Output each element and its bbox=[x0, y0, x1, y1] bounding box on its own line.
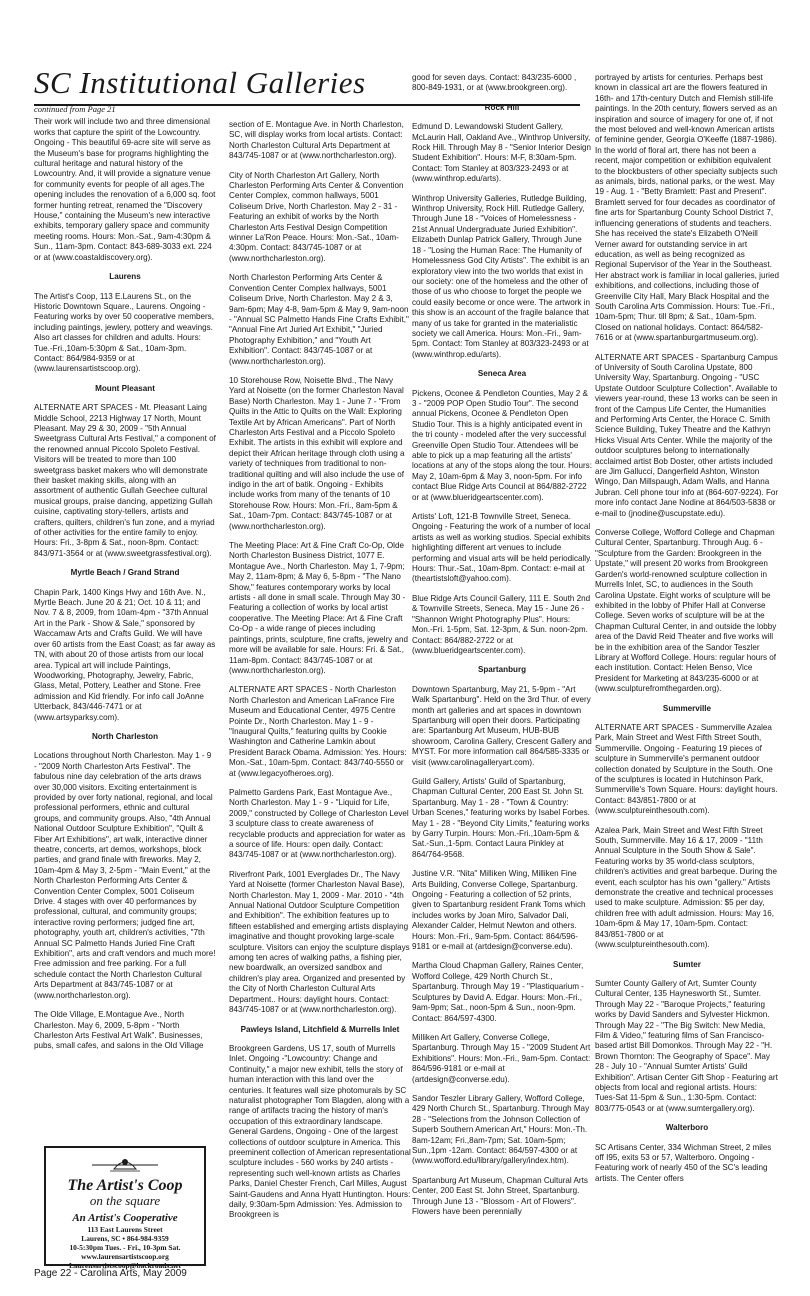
section-heading-north-charleston: North Charleston bbox=[91, 731, 159, 741]
artists-coop-logo-icon bbox=[90, 1153, 160, 1175]
listing-paragraph: 10 Storehouse Row, Noisette Blvd., The Navy Yard at Noisette (on the former Charleston Naval Base) North Charleston. May 1 - June 7 - "From Quilts in the Attic to Quilts on the Wall: Exploring Textile Art by African Americans". Part of North Charleston Arts Festival and a Piccolo Spoleto Exhibit. The artists in this exhibit will explore and depict their African heritage through cloth using a variety of techniques from traditional to non-traditional quilting and will also include the use of indigo in the art of batik. Ongoing - Exhibits include works from many of the tenants of 10 Storehouse Row. Hours: Mon.-Fri., 8am-5pm & Sat., 10am-7pm. Contact: 843/745-1087 or at (www.northcharleston.org). bbox=[229, 375, 405, 531]
listing-paragraph: Sandor Teszler Library Gallery, Wofford College, 429 North Church St., Spartanburg. Through May 28 - "Selections from the Johnson Collection of Superb Southern American Art," Hours: Mon.-Th. 8am-12am; Fri.,8am-7pm; Sat. 10am-5pm; Sun.,1pm -12am. Contact: 864/597-4300 or at (www.wofford.edu/library/gallery/index.htm). bbox=[412, 1093, 590, 1166]
listing-paragraph: good for seven days. Contact: 843/235-6000 , 800-849-1931, or at (www.brookgreen.org). bbox=[412, 73, 577, 93]
section-heading-summerville: Summerville bbox=[662, 703, 712, 713]
listing-paragraph: Edmund D. Lewandowski Student Gallery, McLaurin Hall, Oakland Ave., Winthrop University, Rock Hill. Through May 8 - "Senior Interior Design Student Exhibition". Hours: M-F, 8:30am-5pm. Contact: Tom Stanley at 803/323-2493 or at (www.winthrop.edu/arts). bbox=[412, 122, 592, 184]
listing-paragraph: The Olde Village, E.Montague Ave., North Charleston. May 6, 2009, 5-8pm - "North Charleston Arts Festival Art Walk". Businesses, pubs, small cafes, and salons in the Old Village bbox=[34, 1010, 204, 1051]
listing-paragraph: Winthrop University Galleries, Rutledge Building, Winthrop University, Rock Hill. Rutledge Gallery, Through June 18 - "Voices of Homelessness - 21st Annual Undergraduate Juried Exhibition". Elizabeth Dunlap Patrick Gallery, Through June 18 - "Losing the Human Race: The Humanity of Homelessness God City Artists". The exhibit is an exploratory view into the two worlds that exist in our society: one of the homeless and the other of those of us who choose to forget the people we could easily become or once were. The artwork in this show is an account of the fragile balance that many of us take for granted in the materialistic society we call America. Hours: Mon.-Fri., 9am-5pm. Contact: Tom Stanley at 803/323-2493 or at (www.winthrop.edu/arts). bbox=[412, 193, 590, 359]
listing-paragraph: Blue Ridge Arts Council Gallery, 111 E. South 2nd & Townville Streets, Seneca. May 15 - June 26 - "Shannon Wright Photography Plus". Hours: Mon.-Fri. 1-5pm, Sat. 12-3pm, & Sun. noon-2pm. Contact: 864/882-2722 or at (www.blueridgeartscenter.com). bbox=[412, 593, 591, 655]
ad-name: The Artist's Coop bbox=[67, 1177, 183, 1194]
listing-paragraph: Milliken Art Gallery, Converse College, Spartanburg. Through May 15 - "2009 Student Art Exhibitions". Hours: Mon.-Fri., 9am-5pm. Contact: 864/596-9181 or e-mail at (artdesign@converse.edu). bbox=[412, 1032, 591, 1084]
listing-paragraph: ALTERNATE ART SPACES - Spartanburg Campus of University of South Carolina Upstate, 800 University Way, Spartanburg. Ongoing - "USC Upstate Outdoor Sculpture Collection". Available to viewers year-round, these 13 works can be seen in front of the Campus Life Center, the Humanities and Performing Arts Center, the Horace C. Smith Science Building, Tukey Theatre and the Kathryn Hicks Visual Arts Center. While the majority of the outdoor sculptures belong to internationally acclaimed artist Bob Doster, other artists included are Jim Gallucci, Dangerfield Ashton, Winston Wingo, Dan Millspaugh, Adam Walls, and Hanna Jubran. Cell phone tour info at (864-607-9224). For more info contact Jane Nodine at 864/503-5838 or e-mail to (jnodine@uscupstate.edu). bbox=[595, 352, 779, 518]
listing-paragraph: The Artist's Coop, 113 E.Laurens St., on the Historic Downtown Square., Laurens. Ongoing - Featuring works by over 50 cooperative members, including paintings, jewlery, pottery and weavings. Also art classes for children and adults. Hours: Tue.-Fri.,10am-5:30pm & Sat., 10am-3pm. Contact: 864/984-9359 or at (www.laurensartistscoop.org). bbox=[34, 291, 214, 374]
listing-paragraph: City of North Charleston Art Gallery, North Charleston Performing Arts Center & Convention Center Complex, common hallways, 5001 Coliseum Drive, North Charleston. May 2 - 31 - Featuring an exhibit of works by the North Charleston Arts Festival Design Competition winner La'Ron Peace. Hours: Mon.-Sat., 10am-4:30pm. Contact: 843/745-1087 or at (www.northcharleston.org). bbox=[229, 170, 404, 263]
section-heading-mount-pleasant: Mount Pleasant bbox=[95, 383, 155, 393]
section-heading-laurens: Laurens bbox=[109, 272, 141, 282]
artists-coop-ad bbox=[44, 1146, 206, 1270]
ad-website[interactable]: www.laurensartistscoop.org bbox=[81, 1252, 169, 1261]
listing-paragraph: section of E. Montague Ave. in North Charleston, SC, will display works from local artists. Contact: North Charleston Cultural Arts Department at 843/745-1087 or at (www.northcharleston.org). bbox=[229, 120, 404, 161]
continued-note: continued from Page 21 bbox=[34, 104, 116, 114]
listing-paragraph: Brookgreen Gardens, US 17, south of Murrells Inlet. Ongoing -"Lowcountry: Change and Continuity," a major new exhibit, tells the story of human interaction with this land over the centuries. It features wall size photomurals by SC naturalist photographer Tom Blagden, along with a range of artifacts tracing the history of man's occupation of this extraordinary landscape. General Gardens, Ongoing - One of the largest collections of outdoor sculpture in America. This preeminent collection of American representational sculpture includes - 560 works by 240 artists - representing such well-known artists as Charles Parks, Daniel Chester French, Carl Milles, August Saint-Gaudens and Anna Hyatt Huntington. Hours: daily, 9:30am-5pm Admission: Yes. Admission to Brookgreen is bbox=[229, 1043, 411, 1220]
listing-paragraph: Downtown Spartanburg, May 21, 5-9pm - "Art Walk Spartanburg". Held on the 3rd Thur. of every month art galleries and art spaces in downtown Spartanburg will open their doors. Participating are: Spartanburg Art Museum, HUB-BUB showroom, Carolina Gallery, Crescent Gallery and MYST. For more information call 864/585-3335 or visit (www.carolinagalleryart.com). bbox=[412, 684, 592, 767]
column-4 bbox=[595, 73, 779, 1193]
listing-paragraph: Riverfront Park, 1001 Everglades Dr., The Navy Yard at Noisette (former Charleston Naval Base), North Charleston. May 1, 2009 - Mar. 2010 - "4th Annual National Outdoor Sculpture Competition and Exhibition". The exhibition features up to fifteen established and emerging artists displaying imaginative and thought provoking large-scale sculpture. Visitors can enjoy the sculpture displays among ten acres of walking paths, a fishing pier, new boardwalk, an oversized sandbox and children's play area. Organized and presented by the City of North Charleston Cultural Arts Department.. Hours: daylight hours. Contact: 843/745-1087 or at (www.northcharleston.org). bbox=[229, 869, 410, 1015]
page-title: SC Institutional Galleries bbox=[34, 65, 366, 100]
listing-paragraph: ALTERNATE ART SPACES - North Charleston North Charleston and American LaFrance Fire Museum and Educational Center, 4975 Centre Pointe Dr., North Charleston. May 1 - 9 - "Inaugural Quilts," featuring quilts by Cookie Washington and Catherine Lamkin about President Barack Obama. Admission: Yes. Hours: Mon.-Sat., 10am-5pm. Contact: 843/740-5550 or at (www.legacyofheroes.org). bbox=[229, 685, 407, 778]
listing-paragraph: Guild Gallery, Artists' Guild of Spartanburg, Chapman Cultural Center, 200 East St. John St. Spartanburg. May 1 - 28 - "Town & Country: Urban Scenes," featuring works by Isabel Forbes. May 1 - 28 - "Beyond City Limits," featuring works by Garry Turpin. Hours: Mon.-Fri.,10am-5pm & Sat.-Sun.,1-5pm. Contact Laura Pinkley at 864/764-9568. bbox=[412, 776, 590, 859]
listing-paragraph: ALTERNATE ART SPACES - Summerville Azalea Park, Main Street and West Fifth Street South, Summerville. Ongoing - Featuring 19 pieces of sculpture in Summerville's permanent outdoor collection donated by Sculpture in the South. One of the sculptures is located in Hutchinson Park, Summerville's Town Square. Hours: daylight hours. Contact: 843/851-7800 or at (www.sculptureinthesouth.com). bbox=[595, 722, 778, 816]
listing-paragraph: SC Artisans Center, 334 Wichman Street, 2 miles off I95, exits 53 or 57, Walterboro. Ongoing - Featuring work of nearly 450 of the SC's leading artists. The Center offers bbox=[595, 1142, 772, 1183]
listing-paragraph: Pickens, Oconee & Pendleton Counties, May 2 & 3 - "2009 POP Open Studio Tour". The second annual Pickens, Oconee & Pendleton Open Studio Tour. This is a highly anticipated event in the tri county - modeled after the very successful Greenville Open Studio Tour. Attendees will be able to pick up a map featuring all the artists' locations at any of the stops along the tour. Hours: May 2, 10am-6pm & May 3, noon-5pm. For info contact Blue Ridge Arts Council at 864/882-2722 or at (www.blueridgeartscenter.com). bbox=[412, 388, 592, 502]
section-heading-walterboro: Walterboro bbox=[665, 1123, 709, 1133]
section-heading-sumter: Sumter bbox=[673, 959, 701, 969]
listing-paragraph: Artists' Loft, 121-B Townville Street, Seneca. Ongoing - Featuring the work of a number of local artists as well as working studios. Special exhibits highlighting different art venues to include performing and visual arts will be held periodically. Hours: Thur.-Sat., 10am-8pm. Contact: e-mail at (theartistsloft@yahoo.com). bbox=[412, 512, 592, 584]
ad-email[interactable]: Laurensartistscoop@backroads.net bbox=[69, 1261, 181, 1270]
ad-city-phone: Laurens, SC • 864-984-9359 bbox=[81, 1234, 169, 1243]
listing-paragraph: Converse College, Wofford College and Chapman Cultural Center, Spartanburg. Through Aug. 6 - "Sculpture from the Garden: Brookgreen in the Upstate," will present 20 works from Brookgreen Garden's world-renowned sculpture collection in Murrells Inlet, SC, to audiences in the South Carolina Upstate. Eight works of sculpture will be exhibited in the lobby of Phifer Hall at Converse College. Seven works of sculpture will be at the Chapman Cultural Center, in and outside the lobby area of the David Reid Theater and five works will be in the exhibition area of the Sandor Teszler Library at Wofford College. Hours: regular hours of each institution. Contact: Helen Benso, Vice President for Marketing at 843/235-6000 or at (www.sculpturefromthegarden.org). bbox=[595, 528, 777, 694]
listing-paragraph: Azalea Park, Main Street and West Fifth Street South, Summerville. May 16 & 17, 2009 - "11th Annual Sculpture in the South Show & Sale". Featuring works by 35 world-class sculptors, children's activities and great barbeque. During the event, each sculptor has his own "gallery." Artists demonstrate the creative and technical processes used to make sculpture. Admission: $5 per day, children free with adult admission. Hours: May 16, 10am-6pm & May 17, 10am-5pm. Contact: 843/851-7800 or at (www.sculptureinthesouth.com). bbox=[595, 825, 777, 950]
listing-paragraph: Martha Cloud Chapman Gallery, Raines Center, Wofford College, 429 North Church St., Spartanburg. Through May 19 - "Plastiquarium - Sculptures by David A. Edgar. Hours: Mon.-Fri., 9am-9pm; Sat., noon-5pm & Sun., noon-9pm. Contact: 864/597-4300. bbox=[412, 961, 584, 1023]
listing-paragraph: The Meeting Place: Art & Fine Craft Co-Op, Olde North Charleston Business District, 1077 E. Montague Ave., North Charleston. May 1, 7-9pm; May 2, 11am-8pm; & May 6, 5-8pm - "The Nano Show," features contemporary works by local artists - all done in small scale. Through May 30 - Featuring a collection of works by local artist cooperative. The Meeting Place: Art & Fine Craft Co-Op - a wide range of pieces including paintings, prints, sculpture, fine crafts, jewelry and more will be available for sale. Hours: Fri. & Sat., 11am-8pm. Contact: 843/745-1087 or at (www.northcharleston.org). bbox=[229, 541, 409, 675]
ad-subtitle: on the square bbox=[89, 1193, 161, 1208]
column-1 bbox=[34, 104, 216, 1061]
section-heading-myrtle-beach: Myrtle Beach / Grand Strand bbox=[70, 568, 180, 578]
listing-paragraph: Spartanburg Art Museum, Chapman Cultural Arts Center, 200 East St. John Street, Spartanburg. Through June 13 - "Blossom - Art of Flowers". Flowers have been perennially bbox=[412, 1175, 588, 1216]
column-2 bbox=[229, 120, 411, 1230]
column-3 bbox=[412, 73, 592, 1226]
listing-paragraph: Locations throughout North Charleston. May 1 - 9 - "2009 North Charleston Arts Festival". The fabulous nine day celebration of the arts draws over 30,000 visitors. Exciting entertainment is provided by over forty national, regional, and local professional performers, ethnic and cultural groups, and community groups. Also, "4th Annual National Outdoor Sculpture Exhibition", "Quilt & Fiber Art Exhibitions", art walk, interactive dinner theatre, concerts, art demos, workshops, block parties, and grand finale with fireworks. May 2, 10am-4pm & May 3, 2-5pm - "Main Event," at the North Charleston Performing Arts Center & Convention Center Complex, 5001 Coliseum Drive. 4 stages with over 40 performances by professional, cultural, and community groups; interactive roving performers; judged fine art, photography, youth art, children's activities, "7th Annual SC Palmetto Hands Juried Fine Craft Exhibition", arts and craft vendors and much more! Free admission and free parking. For a full schedule contact the North Charleston Cultural Arts Department at 843/745-1087 or at (www.northcharleston.org). bbox=[34, 751, 216, 1000]
listing-paragraph: Chapin Park, 1400 Kings Hwy and 16th Ave. N., Myrtle Beach. June 20 & 21; Oct. 10 & 11; and Nov. 7 & 8, 2009, from 10am-4pm - "37th Annual Art in the Park - Show & Sale," sponsored by Waccamaw Arts and Crafts Guild. We will have over 60 artists from the East Coast; as far away as TN, with about 20 of those artists from our local area. Typical art will include Paintings, Woodworking, Photography, Jewelry, Fabric, Glass, Metal, Pottery, Leather and Stone. Free admission and Kid friendly. For info call JoAnne Utterback, 843/446-7471 or at (www.artsyparksy.com). bbox=[34, 587, 216, 722]
section-heading-rock-hill: Rock Hill bbox=[484, 102, 520, 112]
listing-paragraph: North Charleston Performing Arts Center & Convention Center Complex hallways, 5001 Coliseum Drive, North Charleston. May 2 & 3, 9am-6pm; May 4-8, 9am-5pm & May 9, 9am-noon - "Annual SC Palmetto Hands Fine Crafts Exhibit," "Annual Fine Art Juried Art Exhibit," "Juried Photography Exhibition," and "Youth Art Exhibition". Contact: 843/745-1087 or at (www.northcharleston.org). bbox=[229, 273, 409, 366]
listing-paragraph: Justine V.R. "Nita" Milliken Wing, Milliken Fine Arts Building, Converse College, Spartanburg. Ongoing - Featuring a collection of 52 prints, given to Spartanburg resident Frank Toms which includes works by Joan Miro, Salvador Dali, Alexander Calder, Helmut Newton and others. Hours: Mon.-Fri., 9am-5pm. Contact: 864/596-9181 or e-mail at (artdesign@converse.edu). bbox=[412, 869, 586, 952]
listing-paragraph: Their work will include two and three dimensional works that capture the spirit of the Lowcountry. Ongoing - This beautiful 69-acre site will serve as the Museum's base for programs highlighting the cultural heritage and natural history of the Lowcountry. And, it will provide a signature venue for community events for people of all ages.The opening includes the renovation of a 6,000 sq. foot former hunting retreat, renamed the "Discovery House," containing the Museum's new interactive exhibits, temporary gallery space and community meeting rooms. Hours: Mon.-Sat., 9am-4:30pm & Sun., 11am-3pm. Contact: 843-689-3033 ext. 224 or at (www.coastaldiscovery.org). bbox=[34, 117, 216, 262]
ad-address: 113 East Laurens Street bbox=[87, 1225, 163, 1234]
section-heading-pawleys-island: Pawleys Island, Litchfield & Murrells Inlet bbox=[240, 1024, 400, 1034]
page-footer: Page 22 - Carolina Arts, May 2009 bbox=[34, 1268, 187, 1279]
section-heading-spartanburg: Spartanburg bbox=[477, 665, 527, 675]
ad-hours: 10-5:30pm Tues. - Fri., 10-3pm Sat. bbox=[69, 1243, 181, 1252]
section-heading-seneca: Seneca Area bbox=[477, 369, 527, 379]
ad-tagline: An Artist's Cooperative bbox=[72, 1212, 178, 1224]
listing-paragraph: Palmetto Gardens Park, East Montague Ave., North Charleston. May 1 - 9 - "Liquid for Life, 2009," constructed by College of Charleston Level 3 sculpture class to create awareness of recyclable products and appreciation for water as a source of life. Hours: open daily. Contact: 843/745-1087 or at (www.northcharleston.org). bbox=[229, 787, 409, 860]
listing-paragraph: Sumter County Gallery of Art, Sumter County Cultural Center, 135 Haynesworth St., Sumter. Through May 22 - "Baroque Projects," featuring works by David Sanders and Sylvester Hickmon. Through May 22 - "The Big Switch: New Media, Film & Video," featuring films of San Francisco-based artist Bill Domonkos. Through May 22 - "H. Brown Thornton: The Geography of Space". May 28 - July 10 - "Annual Sumter Artists' Guild Exhibition". Artisan Center Gift Shop - Featuring art objects from local and regional artists. Hours: Tues-Sat 11-5pm & Sun., 1:30-5pm. Contact: 803/775-0543 or at (www.sumtergallery.org). bbox=[595, 978, 778, 1113]
listing-paragraph: portrayed by artists for centuries. Perhaps best known in classical art are the flowers featured in 16th- and 17th-century Dutch and Flemish still-life paintings. In the 20th century, flowers served as an inspiration and source of imagery for one of, if not the most beloved and well-known American artists of feminine gender, Georgia O'Keeffe (1887-1986). In the world of floral art, there has not been a recent, major competition or exhibition equivalent to the blockbusters of other specialty subjects such as animals, birds, national parks, or the west. May 19 - Aug. 1 - "Betty Bramlett: Past and Present". Bramlett served for four decades as coordinator of fine arts for Spartanburg County School District 7, influencing generations of students and teachers. She has received the state's Elizabeth O'Neill Verner award for outstanding service in art education, as well as being recognized as Regional Supervisor of the Year in the Southeast. Her abstract work is familiar in local galleries, juried exhibitions, and collections, including those of Greenville City Hall, Mary Black Hospital and the South Carolina Arts Commission. Hours: Tue.-Fri., 10am-5pm; Thur. till 8pm; & Sat., 10am-5pm. Closed on national holidays. Contact: 864/582-7616 or at (www.spartanburgartmuseum.org). bbox=[595, 73, 779, 343]
listing-paragraph: ALTERNATE ART SPACES - Mt. Pleasant Laing Middle School, 2213 Highway 17 North, Mount Pleasant. May 29 & 30, 2009 - "5th Annual Sweetgrass Cultural Arts Festival," a component of the renowned annual Piccolo Spoleto Festival. Visitors will be treated to more than 100 sweetgrass basket makers who will demonstrate their basket making skills, along with an assortment of authentic Gullah Geechee cultural musical groups, praise dancing, appetizing Gullah cuisine, captivating story-tellers, artists and crafters, quilters, children's fun zone, and a myriad of other activities for the entire family to enjoy. Hours: Fri., 3-8pm & Sat., noon-8pm. Contact: 843/971-3564 or at (www.sweetgrassfestival.org). bbox=[34, 403, 216, 558]
